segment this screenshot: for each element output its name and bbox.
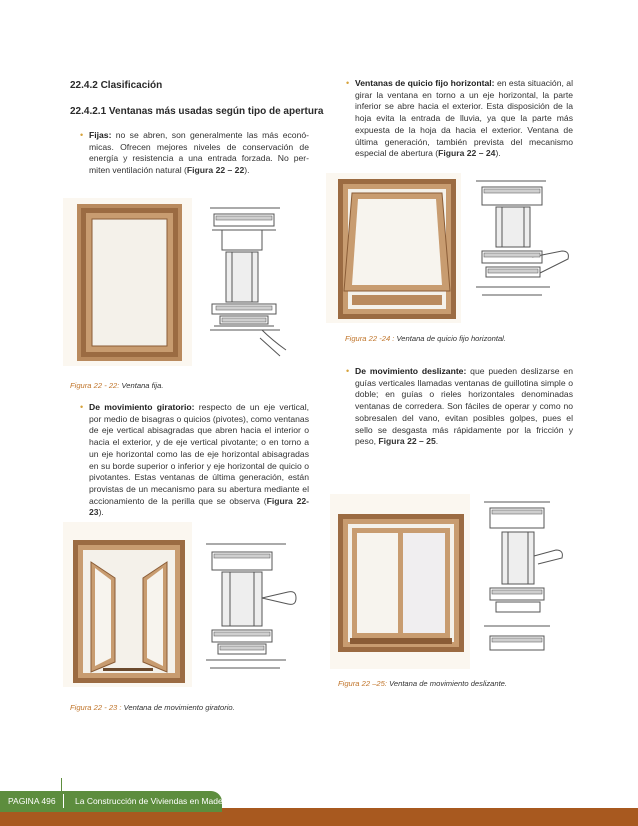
footer-separator [63, 794, 64, 808]
footer-divider-tick [61, 778, 62, 792]
figure-22-24-photo [326, 173, 461, 323]
subsection-heading: 22.4.2.1 Ventanas más usadas según tipo de apertura [70, 106, 324, 117]
caption-label: Figura 22 - 23 : [70, 703, 122, 712]
paragraph-end: ). [98, 507, 104, 518]
figure-22-22-caption [70, 381, 163, 390]
paragraph-lead: De movimiento giratorio: [89, 402, 195, 412]
caption-label: Figura 22 –25: [338, 679, 387, 688]
figure-22-25-caption [338, 679, 507, 688]
figure-reference: Figura 22 – 22 [186, 165, 245, 176]
paragraph-quicio [346, 78, 573, 160]
casement-window-drawing [63, 522, 192, 687]
paragraph-text: en esta situación, al girar la ventana en torno a un eje horizontal, la parte inferior se abre hacia el exterior. Esta disposición de la hoja evita la entrada de lluvia, ya que la parte más expuesta de la hoja da hacia el exterior. Ventana de última generación, también prevista del mecanismo especial de abertura ( [355, 78, 573, 159]
caption-label: Figura 22 - 22: [70, 381, 120, 390]
paragraph-text: que pueden deslizarse en guías verticales llamadas ventanas de guillotina simple o doble; en guías o rieles horizontales denominadas ventanas de corredera. Son fáciles de operar y como no sobresalen del vano, evitan posibles golpes, pues el sello se desgasta más rápidamente por la fricción y peso, [355, 366, 573, 447]
figure-22-24-caption [345, 334, 506, 343]
figure-22-22-photo [63, 198, 192, 366]
caption-label: Figura 22 -24 : [345, 334, 395, 343]
figure-22-25-photo [330, 494, 470, 669]
awning-window-drawing [326, 173, 461, 323]
figure-22-23-section-detail [192, 538, 322, 688]
paragraph-giratorio [80, 402, 310, 519]
paragraph-end: ). [244, 165, 250, 176]
paragraph-deslizante [346, 366, 573, 448]
paragraph-lead: De movimiento deslizante: [355, 366, 467, 376]
bullet-icon: • [80, 130, 84, 140]
figure-22-23-photo [63, 522, 192, 687]
figure-reference: Figura 22 – 24 [438, 148, 496, 159]
figure-reference: Figura 22- 23 [89, 495, 309, 518]
figure-reference: Figura 22 – 25 [378, 436, 436, 447]
paragraph-text: respecto de un eje vertical, por medio de bisagras o quicios (pivotes), como ventanas de eje vertical abisagradas que abren hacia el interior o hacia el exterior, y de eje vertical pivotante; o en torno a un eje horizontal como las de eje horizontal abisagradas en su borde superior o inferior y eje horizontal de quicio o pivotantes. Estas ventanas de última generación, están provistas de un mecanismo para su abertura mediante el accionamiento de la perilla que se observa ( [89, 402, 310, 506]
fixed-window-drawing [63, 198, 192, 366]
figure-22-22-section-detail [192, 200, 322, 366]
paragraph-text: no se abren, son generalmente las más econó-micas. Ofrecen mejores niveles de conservación de energía y resistencia a una entrada forzada. No per-miten ventilación natural ( [89, 130, 309, 176]
sliding-window-drawing [330, 494, 470, 669]
caption-text: Ventana de quicio fijo horizontal. [394, 334, 506, 343]
section-heading: 22.4.2 Clasificación [70, 80, 163, 91]
figure-22-23-caption [70, 703, 235, 712]
figure-22-25-section-detail [470, 496, 580, 666]
page-number: PAGINA 496 [8, 796, 56, 806]
paragraph-fijas [80, 130, 309, 177]
bullet-icon: • [346, 78, 350, 88]
paragraph-end: ). [495, 148, 501, 159]
bullet-icon: • [346, 366, 350, 376]
footer-book-title: La Construcción de Viviendas en Madera [75, 796, 231, 806]
caption-text: Ventana de movimiento deslizante. [386, 679, 508, 688]
paragraph-end: . [435, 436, 439, 447]
figure-22-24-section-detail [462, 175, 582, 325]
paragraph-lead: Fijas: [89, 130, 112, 140]
paragraph-lead: Ventanas de quicio fijo horizontal: [355, 78, 495, 88]
bullet-icon: • [80, 402, 84, 412]
caption-text: Ventana de movimiento giratorio. [121, 703, 235, 712]
caption-text: Ventana fija. [119, 381, 164, 390]
